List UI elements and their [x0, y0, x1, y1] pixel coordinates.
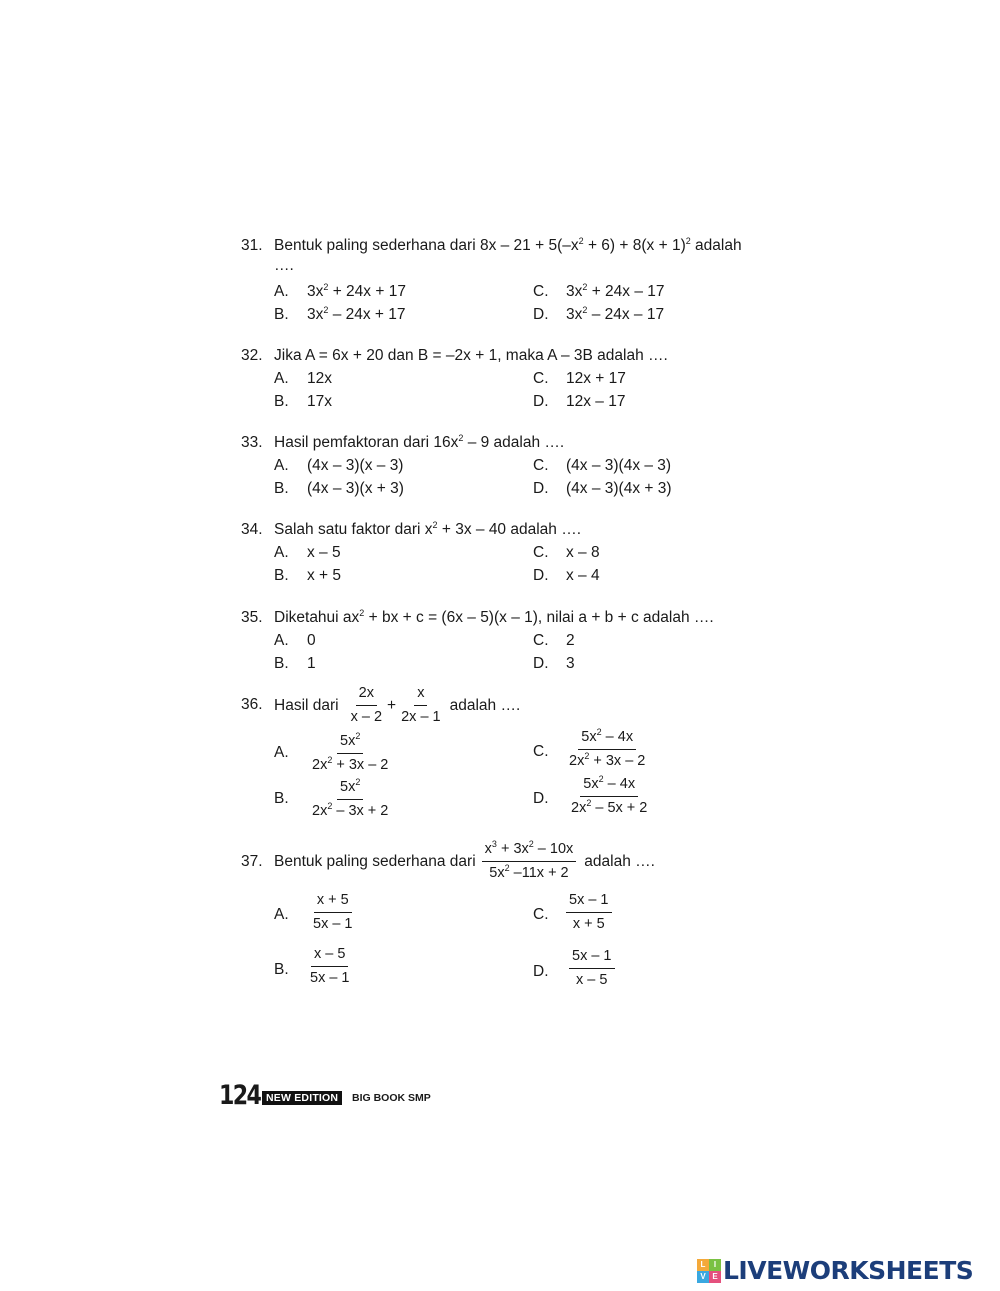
question-stem: Bentuk paling sederhana dari $\frac{x^3 + 3x^2 - 10x}{5x^2 -11x + 2}$ adalah ….	[274, 839, 655, 881]
fraction: $\frac{2x}{x - 2}$	[350, 684, 383, 725]
question-stem: Hasil dari $\frac{2x}{x - 2}$ + $\frac{x}{2x - 1}$ adalah ….	[274, 684, 521, 725]
question-number: 31.	[241, 237, 263, 254]
question-number: 36.	[241, 696, 263, 713]
page-number: 124	[219, 1080, 261, 1111]
logo-letter-i: I	[709, 1259, 721, 1271]
logo-letter-v: V	[697, 1271, 709, 1283]
question-stem: Jika A = 6x + 20 dan B = –2x + 1, maka A – 3B adalah ….	[274, 347, 668, 364]
question-number: 33.	[241, 434, 263, 451]
question-stem: Hasil pemfaktoran dari $16x^2 - 9$ adalah ….	[274, 433, 565, 451]
logo-letter-e: E	[709, 1271, 721, 1283]
question-stem: Bentuk paling sederhana dari $8x - 21 + 5(-x^2 + 6) + 8(x + 1)^2$ adalah	[274, 236, 742, 254]
liveworksheets-icon	[697, 1259, 721, 1283]
question-number: 34.	[241, 521, 263, 538]
edition-badge: NEW EDITION	[262, 1091, 342, 1105]
question-stem: Salah satu faktor dari $x^2 + 3x - 40$ adalah ….	[274, 520, 582, 538]
logo-letter-l: L	[697, 1259, 709, 1271]
question-number: 35.	[241, 609, 263, 626]
question-number: 32.	[241, 347, 263, 364]
liveworksheets-logo	[697, 1256, 973, 1285]
fraction: $\frac{x^3 + 3x^2 - 10x}{5x^2 -11x + 2}$	[482, 840, 577, 883]
liveworksheets-wordmark: LIVEWORKSHEETS	[723, 1256, 974, 1285]
book-title: BIG BOOK SMP	[352, 1092, 431, 1104]
question-number: 37.	[241, 853, 263, 870]
question-stem: Diketahui $ax^2$ + bx + c = (6x – 5)(x – 1), nilai a + b + c adalah ….	[274, 608, 714, 626]
fraction: $\frac{x}{2x - 1}$	[401, 684, 441, 725]
question-stem-continuation: ….	[274, 257, 294, 274]
